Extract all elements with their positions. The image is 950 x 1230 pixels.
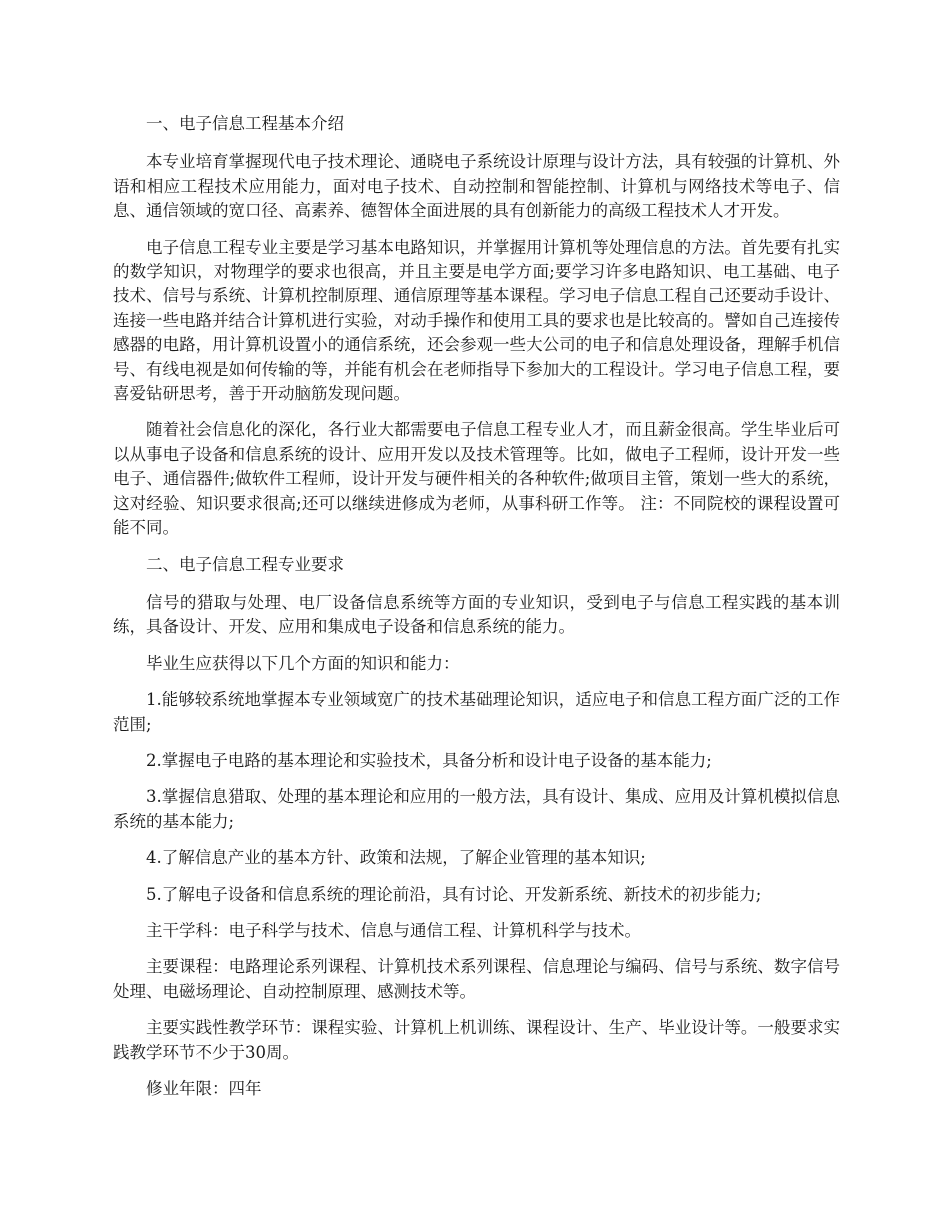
paragraph: 信号的猎取与处理、电厂设备信息系统等方面的专业知识，受到电子与信息工程实践的基本训练，具备设计、开发、应用和集成电子设备和信息系统的能力。	[113, 592, 840, 637]
paragraph: 主要实践性教学环节：课程实验、计算机上机训练、课程设计、生产、毕业设计等。一般要求实践教学环节不少于30周。	[113, 1018, 840, 1062]
list-item: 4.了解信息产业的基本方针、政策和法规，了解企业管理的基本知识;	[146, 848, 646, 868]
list-item: 2.掌握电子电路的基本理论和实验技术，具备分析和设计电子设备的基本能力;	[146, 750, 712, 770]
section-heading-intro: 一、电子信息工程基本介绍	[146, 114, 344, 133]
paragraph: 修业年限：四年	[146, 1079, 262, 1098]
paragraph: 毕业生应获得以下几个方面的知识和能力：	[146, 653, 460, 673]
list-item: 1.能够较系统地掌握本专业领域宽广的技术基础理论知识，适应电子和信息工程方面广泛的工作范围;	[113, 690, 840, 734]
list-item: 5.了解电子设备和信息系统的理论前沿，具有讨论、开发新系统、新技术的初步能力;	[146, 884, 762, 904]
paragraph: 随着社会信息化的深化，各行业大都需要电子信息工程专业人才，而且薪金很高。学生毕业后可以从事电子设备和信息系统的设计、应用开发以及技术管理等。比如，做电子工程师，设计开发一些电子、通信器件;做软件工程师，设计开发与硬件相关的各种软件;做项目主管，策划一些大的系统，这对经验、知识要求很高;还可以继续进修成为老师，从事科研工作等。 注：不同院校的课程设置可能不同。	[113, 420, 840, 538]
paragraph: 本专业培育掌握现代电子技术理论、通晓电子系统设计原理与设计方法，具有较强的计算机、外语和相应工程技术应用能力，面对电子技术、自动控制和智能控制、计算机与网络技术等电子、信息、通信领域的宽口径、高素养、德智体全面进展的具有创新能力的高级工程技术人才开发。	[113, 152, 840, 221]
paragraph: 主要课程：电路理论系列课程、计算机技术系列课程、信息理论与编码、信号与系统、数字信号处理、电磁场理论、自动控制原理、感测技术等。	[113, 957, 840, 1001]
document-page	[113, 112, 840, 1113]
list-item: 3.掌握信息猎取、处理的基本理论和应用的一般方法，具有设计、集成、应用及计算机模拟信息系统的基本能力;	[113, 787, 840, 831]
paragraph: 主干学科：电子科学与技术、信息与通信工程、计算机科学与技术。	[146, 920, 641, 940]
paragraph: 电子信息工程专业主要是学习基本电路知识，并掌握用计算机等处理信息的方法。首先要有扎实的数学知识，对物理学的要求也很高，并且主要是电学方面;要学习许多电路知识、电工基础、电子技术、信号与系统、计算机控制原理、通信原理等基本课程。学习电子信息工程自己还要动手设计、连接一些电路并结合计算机进行实验，对动手操作和使用工具的要求也是比较高的。譬如自己连接传感器的电路，用计算机设置小的通信系统，还会参观一些大公司的电子和信息处理设备，理解手机信号、有线电视是如何传输的等，并能有机会在老师指导下参加大的工程设计。学习电子信息工程，要喜爱钻研思考，善于开动脑筋发现问题。	[113, 237, 840, 404]
section-heading-requirements: 二、电子信息工程专业要求	[146, 554, 344, 574]
